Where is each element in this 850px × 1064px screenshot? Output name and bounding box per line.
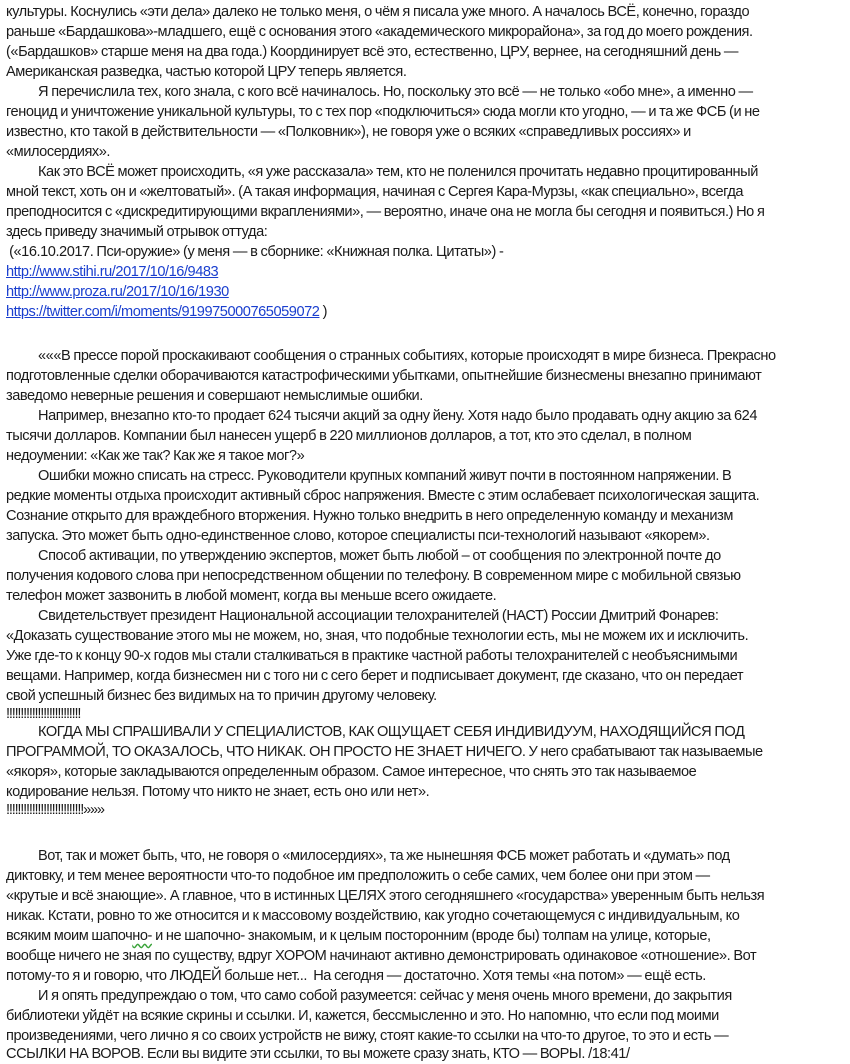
text-line: преподносится с «дискредитирующими вкраплениями», — вероятно, иначе она не могла бы сегодня и появиться.) Но я — [6, 204, 765, 220]
text-segment: всяким моим шапоч — [6, 928, 133, 944]
link-row — [6, 302, 327, 322]
quote-line: кодирование нельзя. Потому что никто не знает, есть оно или нет». — [6, 784, 430, 800]
text-line: мной текст, хоть он и «желтоватый». (А такая информация, начиная с Сергея Кара-Мурзы, «как специально», всегда — [6, 184, 744, 200]
text-line: «милосердиях». — [6, 144, 111, 160]
text-line: И я опять предупреждаю о том, что само собой разумеется: сейчас у меня очень много времени, до закрытия — [38, 988, 732, 1004]
text-line: здесь приведу значимый отрывок оттуда: — [6, 224, 268, 240]
text-line: потому-то я и говорю, что ЛЮДЕЙ больше нет... На сегодня — достаточно. Хотя темы «на потом» — ещё есть. — [6, 968, 706, 984]
quote-line: тысячи долларов. Компании был нанесен ущерб в 220 миллионов долларов, а тот, кто это сделал, в полном — [6, 428, 692, 444]
text-line: ССЫЛКИ НА ВОРОВ. Если вы видите эти ссылки, то вы можете сразу знать, КТО — ВОРЫ. /18:41/ — [6, 1046, 630, 1062]
text-line: произведениями, чего лично я со своих устройств не вижу, стоят какие-то ссылки на что-то другое, то это и есть — — [6, 1028, 729, 1044]
quote-line: Ошибки можно списать на стресс. Руководители крупных компаний живут почти в постоянном напряжении. В — [38, 468, 732, 484]
text-line: известно, кто такой в действительности — «Полковник»), не говоря уже о всяких «справедливых россиях» и — [6, 124, 691, 140]
quote-line: Например, внезапно кто-то продает 624 тысячи акций за одну йену. Хотя надо было продавать одну акцию за 624 — [38, 408, 757, 424]
link-row — [6, 282, 229, 302]
quote-line: Свидетельствует президент Национальной ассоциации телохранителей (НАСТ) России Дмитрий Фонарев: — [38, 608, 719, 624]
link-stihi[interactable]: http://www.stihi.ru/2017/10/16/9483 — [6, 264, 219, 280]
text-line: Я перечислила тех, кого знала, с кого всё начиналось. Но, поскольку это всё — не только «обо мне», а именно — — [38, 84, 753, 100]
text-line: Как это ВСЁ может происходить, «я уже рассказала» тем, кто не поленился прочитать недавно процитированный — [38, 164, 758, 180]
text-line: культуры. Коснулись «эти дела» далеко не только меня, о чём я писала уже много. А началось ВСЁ, конечно, гораздо — [6, 4, 750, 20]
quote-line: «««В прессе порой проскакивают сообщения о странных событиях, которые происходят в мире бизнеса. Прекрасно — [38, 348, 776, 364]
quote-line: «Доказать существование этого мы не можем, но, зная, что подобные технологии есть, мы не можем их и исключить. — [6, 628, 749, 644]
closing-paren: ) — [319, 304, 327, 320]
link-row — [6, 262, 218, 282]
text-line: раньше «Бардашкова»-младшего, ещё с основания этого «академического микрорайона», за год до моего рождения. — [6, 24, 753, 40]
quote-line: заведомо неверные решения и совершают немыслимые ошибки. — [6, 388, 423, 404]
exclamation-row: !!!!!!!!!!!!!!!!!!!!!!!!!!!»»» — [6, 802, 104, 818]
text-line: геноцид и уничтожение уникальной культуры, то с тех пор «подключиться» сюда могли кто угодно, — и та же ФСБ (и не — [6, 104, 760, 120]
quote-line: Способ активации, по утверждению экспертов, может быть любой – от сообщения по электронной почте до — [38, 548, 721, 564]
text-line: «крутые и всё знающие». А главное, что в истинных ЦЕЛЯХ этого сегодняшнего «государства» уверенным быть нельзя — [6, 888, 765, 904]
text-line: диктовку, и тем менее вероятности что-то подобное им предположить о себе самих, чем более они при этом — — [6, 868, 710, 884]
quote-line: ПРОГРАММОЙ, ТО ОКАЗАЛОСЬ, ЧТО НИКАК. ОН ПРОСТО НЕ ЗНАЕТ НИЧЕГО. У него срабатывают так называемые — [6, 744, 763, 760]
quote-line: подготовленные сделки оборачиваются катастрофическими убытками, опытнейшие бизнесмены внезапно принимают — [6, 368, 762, 384]
quote-line: телефон может зазвонить в любой момент, когда вы меньше всего ожидаете. — [6, 588, 497, 604]
exclamation-row: !!!!!!!!!!!!!!!!!!!!!!!!!! — [6, 706, 81, 722]
text-line — [6, 926, 711, 946]
spellcheck-squiggle[interactable]: но- — [132, 928, 152, 944]
quote-line: КОГДА МЫ СПРАШИВАЛИ У СПЕЦИАЛИСТОВ, КАК ОЩУЩАЕТ СЕБЯ ИНДИВИДУУМ, НАХОДЯЩИЙСЯ ПОД — [38, 724, 745, 740]
quote-line: получения кодового слова при непосредственном общении по телефону. В современном мире с мобильной связью — [6, 568, 741, 584]
quote-line: Сознание открыто для враждебного вторжения. Нужно только внедрить в него определенную команду и механизм — [6, 508, 733, 524]
text-line: вообще ничего не зная по существу, вдруг ХОРОМ начинают активно демонстрировать одинаковое «отношение». Вот — [6, 948, 757, 964]
quote-line: «якоря», которые закладываются определенным образом. Самое интересное, что снять это так называемое — [6, 764, 697, 780]
text-line: Вот, так и может быть, что, не говоря о «милосердиях», та же нынешняя ФСБ может работать и «думать» под — [38, 848, 730, 864]
quote-line: Уже где-то к концу 90-х годов мы стали сталкиваться в практике частной работы телохранителей с необъяснимыми — [6, 648, 738, 664]
quote-line: запуска. Это может быть одно-единственное слово, которое специалисты пси-технологий называют «якорем». — [6, 528, 710, 544]
link-proza[interactable]: http://www.proza.ru/2017/10/16/1930 — [6, 284, 229, 300]
link-twitter[interactable]: https://twitter.com/i/moments/919975000765059072 — [6, 304, 320, 320]
text-line: («Бардашков» старше меня на два года.) Координирует всё это, естественно, ЦРУ, вернее, на сегодняшний день — — [6, 44, 738, 60]
text-line: библиотеки уйдёт на всякие скрины и ссылки. И, кажется, бессмысленно и это. Но напомню, что если под моими — [6, 1008, 719, 1024]
text-line: Американская разведка, частью которой ЦРУ теперь является. — [6, 64, 407, 80]
text-segment: и не шапочно- знакомым, и к целым посторонним (вроде бы) толпам на улице, которые, — [151, 928, 711, 944]
quote-line: редкие моменты отдыха происходит активный сброс напряжения. Вместе с этим ослабевает психологическая защита. — [6, 488, 760, 504]
quote-line: вещами. Например, когда бизнесмен ни с того ни с сего берет и подписывает документ, где сказано, что он передает — [6, 668, 744, 684]
quote-line: недоумении: «Как же так? Как же я такое мог?» — [6, 448, 305, 464]
text-line: никак. Кстати, ровно то же относится и к массовому воздействию, как угодно сочетающемуся с индивидуальным, ко — [6, 908, 740, 924]
source-citation: («16.10.2017. Пси-оружие» (у меня — в сборнике: «Книжная полка. Цитаты») - — [6, 244, 504, 260]
quote-line: свой успешный бизнес без видимых на то причин другому человеку. — [6, 688, 437, 704]
